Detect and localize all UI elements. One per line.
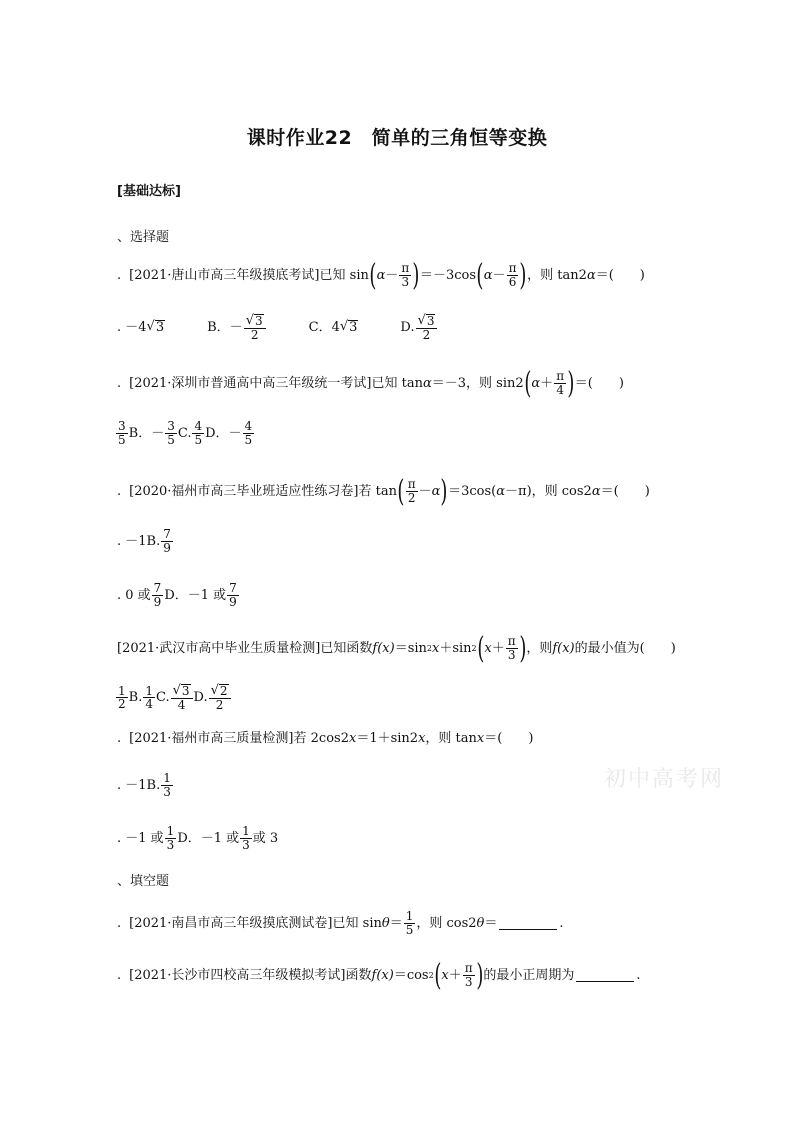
fraction: $\frac{\pi}{3}$ — [507, 634, 516, 662]
fraction: √ 3 2 — [244, 314, 266, 342]
fraction: $\frac{7}{9}$ — [153, 581, 162, 609]
fraction: $\frac{\pi}{3}$ — [401, 261, 410, 289]
section-basic: [基础达标] — [117, 184, 181, 199]
q1-source: [2021·唐山市高三年级摸底考试] — [129, 268, 320, 283]
fraction: $\frac{3}{5}$ — [118, 419, 126, 447]
fraction: $\frac{1}{2}$ — [118, 683, 126, 712]
question-4: [2021·武汉市高中毕业生质量检测] 已知函数 f(x) ＝sin 2 x ＋sin 2 ( x ＋ $\frac{\pi}{3}$ ) ，则 f(x) 的最小值为( ) — [117, 631, 676, 666]
fraction: $\frac{1}{3}$ — [163, 771, 171, 799]
fraction: $\frac{4}{5}$ — [244, 419, 253, 447]
question-3: . [2020·福州市高三毕业班适应性练习卷] 若 tan ( $\frac{\pi}{2}$ － α ) ＝3cos( α －π)，则 cos2 α ＝( ) — [117, 474, 650, 509]
fraction: $\frac{1}{4}$ — [145, 683, 153, 712]
question-4-options: $\frac{1}{2}$ B. $\frac{1}{4}$ C. √ 3 4 D. √ 2 2 — [115, 684, 232, 712]
question-5: . [2021·福州市高三质量检测] 若 2cos2 x ＝1＋sin2 x ，则 tan x ＝( ) — [117, 731, 534, 746]
fraction: $\frac{7}{9}$ — [163, 527, 171, 555]
fraction: $\frac{\pi}{3}$ — [464, 961, 473, 989]
sqrt: √ 3 — [339, 319, 358, 336]
watermark: 初中高考网 — [604, 767, 725, 792]
question-2: . [2021·深圳市普通高中高三年级统一考试] 已知 tan α ＝－3，则 sin2 ( α ＋ $\frac{\pi}{4}$ ) ＝( ) — [117, 366, 624, 401]
question-3-options-cd: . 0 或 $\frac{7}{9}$ D．－1 或 $\frac{7}{9}$ — [117, 581, 237, 609]
fraction: $\frac{\pi}{6}$ — [508, 261, 517, 289]
fraction: √ 3 4 — [171, 684, 193, 712]
q5-source: [2021·福州市高三质量检测] — [129, 731, 294, 746]
q3-source: [2020·福州市高三毕业班适应性练习卷] — [129, 484, 359, 499]
q7-source: [2021·长沙市四校高三年级模拟考试] — [129, 968, 346, 983]
fraction: √ 2 2 — [209, 684, 231, 712]
q6-source: [2021·南昌市高三年级摸底测试卷] — [129, 915, 333, 931]
question-2-options: $\frac{3}{5}$ B．－ $\frac{3}{5}$ C. $\frac{4}{5}$ D．－ $\frac{4}{5}$ — [118, 419, 253, 447]
question-7: . [2021·长沙市四校高三年级模拟考试] 函数 f(x) ＝cos 2 ( x ＋ $\frac{\pi}{3}$ ) 的最小正周期为 . — [117, 958, 641, 993]
question-6: . [2021·南昌市高三年级摸底测试卷] 已知 sin θ ＝ $\frac{1}{5}$ ，则 cos2 θ ＝ . — [117, 909, 564, 937]
fraction: $\frac{7}{9}$ — [229, 581, 237, 609]
fraction: $\frac{4}{5}$ — [194, 419, 203, 447]
fraction: √ 3 2 — [416, 314, 438, 342]
question-1-options: . －4 √ 3 B．－ √ 3 2 C．4 √ 3 D. √ 3 2 — [117, 314, 438, 342]
fraction: $\frac{\pi}{4}$ — [556, 369, 565, 397]
q4-source: [2021·武汉市高中毕业生质量检测] — [117, 641, 321, 656]
section-fill: 、填空题 — [117, 874, 170, 889]
fraction: $\frac{3}{5}$ — [167, 419, 175, 447]
section-choice: 、选择题 — [117, 230, 170, 245]
fraction: $\frac{1}{3}$ — [242, 824, 250, 852]
fraction: $\frac{1}{5}$ — [405, 909, 414, 937]
question-5-options-ab: . －1B. $\frac{1}{3}$ — [117, 771, 171, 799]
question-1: . [2021·唐山市高三年级摸底考试] 已知 sin ( α － $\frac{\pi}{3}$ ) ＝－3cos ( α － $\frac{\pi}{6}$ ) ，则 tan2 α ＝( ) — [117, 258, 645, 293]
q2-source: [2021·深圳市普通高中高三年级统一考试] — [129, 376, 372, 391]
question-5-options-cd: . －1 或 $\frac{1}{3}$ D．－1 或 $\frac{1}{3}$ 或 3 — [117, 824, 279, 852]
fraction: $\frac{\pi}{2}$ — [407, 477, 416, 505]
sqrt: √ 3 — [146, 319, 165, 336]
question-3-options-ab: . －1B. $\frac{7}{9}$ — [117, 527, 171, 555]
answer-blank[interactable] — [499, 917, 557, 930]
answer-blank[interactable] — [576, 969, 634, 982]
fraction: $\frac{1}{3}$ — [166, 824, 175, 852]
page-title: 课时作业22 简单的三角恒等变换 — [246, 127, 548, 149]
